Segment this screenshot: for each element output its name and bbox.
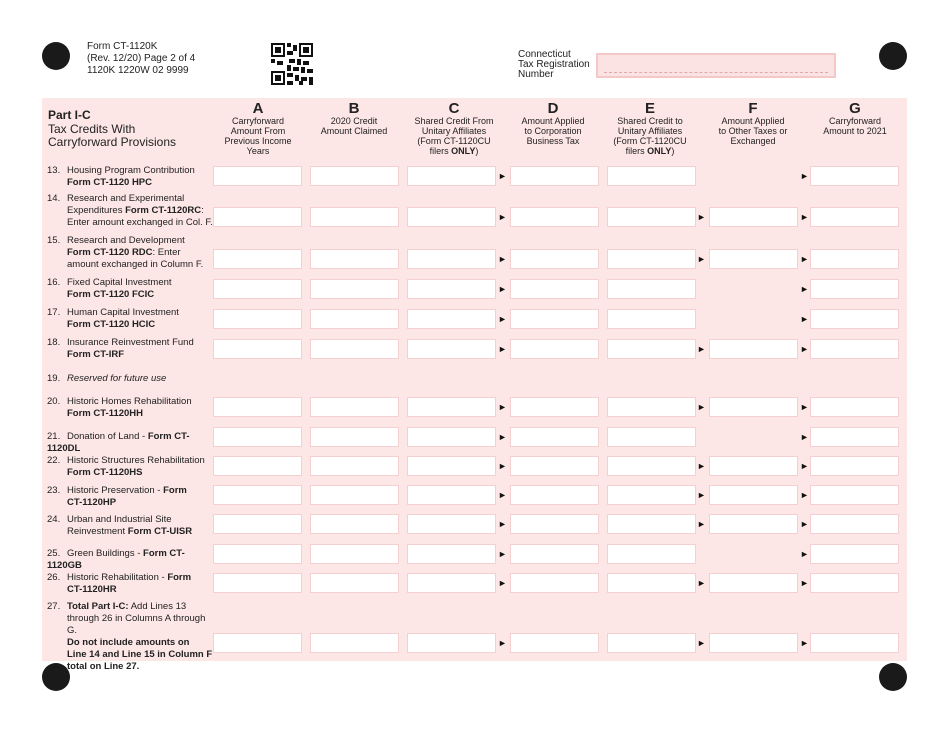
col-c-filers: filers (429, 146, 452, 156)
line-total-title: Total Part I-C: (67, 601, 129, 612)
line-number: 16. (47, 277, 61, 288)
line-text: Fixed Capital Investment (67, 277, 172, 288)
col-c-line-3: (Form CT-1120CU (417, 136, 491, 146)
line-18-col-d-field[interactable] (510, 339, 599, 359)
line-17-col-c-field[interactable] (407, 309, 496, 329)
line-20-col-a-field[interactable] (213, 397, 302, 417)
reg-label-line-3: Number (518, 69, 554, 80)
form-revision: (Rev. 12/20) Page 2 of 4 (87, 53, 196, 64)
line-15-col-a-field[interactable] (213, 249, 302, 269)
line-form-ref: CT-1120HP (67, 497, 117, 508)
line-26-col-a-field[interactable] (213, 573, 302, 593)
line-form-ref: CT-1120HR (67, 584, 117, 595)
line-text-3: amount exchanged in Column F. (67, 259, 204, 270)
line-text-part: Reinvestment (67, 526, 128, 537)
line-22-label (47, 455, 215, 479)
line-20-col-f-field[interactable] (709, 397, 798, 417)
line-20-label (47, 396, 215, 420)
line-text: Historic Rehabilitation - (67, 572, 168, 583)
line-number: 19. (47, 373, 61, 384)
column-f-header (705, 101, 801, 146)
line-22-col-d-field[interactable] (510, 456, 599, 476)
col-g-line-2: Amount to 2021 (823, 126, 887, 136)
line-23-col-g-field[interactable] (810, 485, 899, 505)
arrow-icon: ► (498, 578, 507, 588)
line-21-col-g-field[interactable] (810, 427, 899, 447)
line-number: 21. (47, 431, 61, 442)
line-17-col-e-field[interactable] (607, 309, 696, 329)
line-20-col-e-field[interactable] (607, 397, 696, 417)
line-text: Insurance Reinvestment Fund (67, 337, 194, 348)
line-18-col-a-field[interactable] (213, 339, 302, 359)
col-e-line-3: (Form CT-1120CU (613, 136, 687, 146)
col-a-line-3: Previous Income (224, 136, 292, 146)
arrow-icon: ► (800, 284, 809, 294)
line-16-col-a-field[interactable] (213, 279, 302, 299)
line-23-col-f-field[interactable] (709, 485, 798, 505)
arrow-icon: ► (697, 519, 706, 529)
line-17-col-b-field[interactable] (310, 309, 399, 329)
line-23-label (47, 485, 215, 509)
line-26-label (47, 572, 215, 596)
line-number: 15. (47, 235, 61, 246)
arrow-icon: ► (498, 212, 507, 222)
line-text: Historic Structures Rehabilitation (67, 455, 205, 466)
line-13-label (47, 165, 215, 189)
line-number: 20. (47, 396, 61, 407)
line-text-part: : Enter (152, 247, 181, 258)
arrow-icon: ► (697, 578, 706, 588)
line-text-part: : (201, 205, 204, 216)
line-14-col-e-field[interactable] (607, 207, 696, 227)
col-d-line-2: to Corporation (524, 126, 582, 136)
column-c-header (406, 101, 502, 156)
arrow-icon: ► (498, 519, 507, 529)
tax-registration-number-field[interactable] (596, 53, 836, 78)
line-22-col-g-field[interactable] (810, 456, 899, 476)
line-14-col-f-field[interactable] (709, 207, 798, 227)
line-18-label (47, 337, 215, 361)
arrow-icon: ► (800, 519, 809, 529)
line-text-4: Line 14 and Line 15 in Column F (67, 649, 213, 660)
line-text-2 (47, 205, 215, 217)
line-form-ref: Form CT-1120 HCIC (67, 319, 156, 330)
line-text: Human Capital Investment (67, 307, 179, 318)
line-number: 26. (47, 572, 61, 583)
arrow-icon: ► (697, 638, 706, 648)
column-letter: E (644, 100, 655, 117)
col-d-line-3: Business Tax (526, 136, 580, 146)
line-27-col-a-field[interactable] (213, 633, 302, 653)
line-form-word: Form (163, 485, 187, 496)
line-22-col-a-field[interactable] (213, 456, 302, 476)
line-27-col-d-field[interactable] (510, 633, 599, 653)
part-title: Part I-C (48, 108, 91, 122)
line-20-col-d-field[interactable] (510, 397, 599, 417)
col-e-only: ONLY (647, 146, 672, 156)
part-subtitle-line-1: Tax Credits With (48, 122, 136, 136)
line-23-col-c-field[interactable] (407, 485, 496, 505)
line-13-col-b-field[interactable] (310, 166, 399, 186)
arrow-icon: ► (498, 254, 507, 264)
line-13-col-e-field[interactable] (607, 166, 696, 186)
line-14-col-d-field[interactable] (510, 207, 599, 227)
line-26-col-b-field[interactable] (310, 573, 399, 593)
line-number: 24. (47, 514, 61, 525)
line-26-col-e-field[interactable] (607, 573, 696, 593)
line-text: Historic Preservation - (67, 485, 164, 496)
arrow-icon: ► (800, 171, 809, 181)
arrow-icon: ► (800, 344, 809, 354)
line-16-col-e-field[interactable] (607, 279, 696, 299)
arrow-icon: ► (697, 402, 706, 412)
col-a-line-2: Amount From (230, 126, 286, 136)
line-13-col-g-field[interactable] (810, 166, 899, 186)
line-20-col-c-field[interactable] (407, 397, 496, 417)
column-b-header (306, 101, 402, 136)
line-15-col-g-field[interactable] (810, 249, 899, 269)
line-18-col-f-field[interactable] (709, 339, 798, 359)
line-text-3: Enter amount exchanged in Col. F. (67, 217, 213, 228)
line-15-col-d-field[interactable] (510, 249, 599, 269)
registration-mark-top-right (879, 42, 907, 70)
line-14-col-g-field[interactable] (810, 207, 899, 227)
line-24-col-d-field[interactable] (510, 514, 599, 534)
col-c-only: ONLY (451, 146, 476, 156)
line-24-col-b-field[interactable] (310, 514, 399, 534)
line-text-2 (47, 526, 215, 538)
line-21-label (47, 431, 222, 455)
registration-number-label (518, 50, 590, 80)
arrow-icon: ► (800, 578, 809, 588)
line-14-col-b-field[interactable] (310, 207, 399, 227)
column-d-header (505, 101, 601, 146)
part-subtitle-line-2: Carryforward Provisions (48, 135, 177, 149)
line-form-ref: Form CT-1120HH (67, 408, 144, 419)
line-23-col-b-field[interactable] (310, 485, 399, 505)
line-17-col-a-field[interactable] (213, 309, 302, 329)
arrow-icon: ► (800, 432, 809, 442)
line-form-ref: Form CT-1120RC (125, 205, 202, 216)
arrow-icon: ► (498, 461, 507, 471)
line-text: Research and Development (67, 235, 185, 246)
line-24-col-f-field[interactable] (709, 514, 798, 534)
line-16-label (47, 277, 215, 301)
line-27-col-c-field[interactable] (407, 633, 496, 653)
line-27-col-e-field[interactable] (607, 633, 696, 653)
line-number: 27. (47, 601, 61, 612)
col-g-line-1: Carryforward (828, 116, 881, 126)
col-e-filers: filers (625, 146, 648, 156)
line-17-label (47, 307, 215, 331)
arrow-icon: ► (800, 638, 809, 648)
line-number: 22. (47, 455, 61, 466)
line-22-col-e-field[interactable] (607, 456, 696, 476)
line-text-3: Do not include amounts on (67, 637, 190, 648)
line-text-part: Expenditures (67, 205, 126, 216)
arrow-icon: ► (697, 490, 706, 500)
col-c-paren: ) (475, 146, 479, 156)
line-26-col-d-field[interactable] (510, 573, 599, 593)
line-25-col-b-field[interactable] (310, 544, 399, 564)
line-18-col-b-field[interactable] (310, 339, 399, 359)
column-letter: A (252, 100, 264, 117)
arrow-icon: ► (697, 254, 706, 264)
arrow-icon: ► (498, 638, 507, 648)
line-number: 14. (47, 193, 61, 204)
line-form-ref: Form CT-1120GB (47, 548, 185, 571)
line-text: Add Lines 13 (128, 601, 187, 612)
line-27-col-g-field[interactable] (810, 633, 899, 653)
col-e-line-4 (602, 146, 698, 156)
line-text: Reserved for future use (67, 373, 167, 384)
line-22-col-f-field[interactable] (709, 456, 798, 476)
col-c-line-2: Unitary Affiliates (421, 126, 487, 136)
line-21-col-c-field[interactable] (407, 427, 496, 447)
line-23-col-e-field[interactable] (607, 485, 696, 505)
part-subtitle (48, 123, 176, 149)
line-number: 25. (47, 548, 61, 559)
line-23-col-d-field[interactable] (510, 485, 599, 505)
col-c-line-1: Shared Credit From (414, 116, 494, 126)
line-text: Urban and Industrial Site (67, 514, 172, 525)
line-15-col-e-field[interactable] (607, 249, 696, 269)
arrow-icon: ► (800, 254, 809, 264)
arrow-icon: ► (800, 212, 809, 222)
reg-field-guide (604, 72, 828, 73)
line-15-col-c-field[interactable] (407, 249, 496, 269)
line-25-col-a-field[interactable] (213, 544, 302, 564)
line-number: 13. (47, 165, 61, 176)
line-27-label (47, 601, 215, 673)
line-form-ref: Form CT-1120HS (67, 467, 143, 478)
line-27-col-f-field[interactable] (709, 633, 798, 653)
form-name: Form CT-1120K (87, 41, 158, 52)
line-24-col-a-field[interactable] (213, 514, 302, 534)
arrow-icon: ► (697, 344, 706, 354)
line-13-col-a-field[interactable] (213, 166, 302, 186)
line-text: Green Buildings - (67, 548, 144, 559)
line-text-5: total on Line 27. (67, 661, 140, 672)
line-23-col-a-field[interactable] (213, 485, 302, 505)
line-text: Donation of Land - (67, 431, 148, 442)
line-19-label (47, 373, 215, 385)
line-15-col-f-field[interactable] (709, 249, 798, 269)
line-number: 18. (47, 337, 61, 348)
line-15-label (47, 235, 215, 271)
col-e-paren: ) (671, 146, 675, 156)
arrow-icon: ► (697, 212, 706, 222)
arrow-icon: ► (498, 344, 507, 354)
line-16-col-b-field[interactable] (310, 279, 399, 299)
line-26-col-c-field[interactable] (407, 573, 496, 593)
arrow-icon: ► (800, 490, 809, 500)
line-20-col-b-field[interactable] (310, 397, 399, 417)
line-14-col-a-field[interactable] (213, 207, 302, 227)
line-24-label (47, 514, 215, 538)
registration-mark-bottom-right (879, 663, 907, 691)
column-letter: D (547, 100, 559, 117)
line-text: Research and Experimental (67, 193, 185, 204)
col-e-line-1: Shared Credit to (617, 116, 683, 126)
line-14-label (47, 193, 215, 229)
col-c-line-4 (406, 146, 502, 156)
line-form-ref: Form CT-1120 RDC (67, 247, 153, 258)
line-text-2: through 26 in Columns A through G. (67, 613, 206, 636)
reg-label-line-1: Connecticut (518, 49, 571, 60)
line-17-col-g-field[interactable] (810, 309, 899, 329)
form-id-block (87, 41, 195, 77)
line-25-col-d-field[interactable] (510, 544, 599, 564)
col-f-line-1: Amount Applied (721, 116, 785, 126)
line-text-2 (47, 247, 215, 259)
arrow-icon: ► (498, 432, 507, 442)
line-16-col-d-field[interactable] (510, 279, 599, 299)
col-f-line-2: to Other Taxes or (718, 126, 788, 136)
column-letter: G (849, 100, 861, 117)
line-16-col-c-field[interactable] (407, 279, 496, 299)
col-b-line-2: Amount Claimed (320, 126, 388, 136)
line-form-ref: Form CT-1120 HPC (67, 177, 152, 188)
line-25-col-g-field[interactable] (810, 544, 899, 564)
column-e-header (602, 101, 698, 156)
line-24-col-e-field[interactable] (607, 514, 696, 534)
registration-mark-top-left (42, 42, 70, 70)
column-a-header (210, 101, 306, 156)
line-18-col-c-field[interactable] (407, 339, 496, 359)
line-18-col-g-field[interactable] (810, 339, 899, 359)
line-21-col-b-field[interactable] (310, 427, 399, 447)
col-d-line-1: Amount Applied (521, 116, 585, 126)
arrow-icon: ► (498, 314, 507, 324)
line-text: Housing Program Contribution (67, 165, 195, 176)
column-letter: F (748, 100, 758, 117)
arrow-icon: ► (800, 549, 809, 559)
arrow-icon: ► (498, 549, 507, 559)
column-letter: C (448, 100, 460, 117)
line-26-col-g-field[interactable] (810, 573, 899, 593)
col-a-line-1: Carryforward (231, 116, 284, 126)
arrow-icon: ► (800, 314, 809, 324)
line-text: Historic Homes Rehabilitation (67, 396, 192, 407)
line-14-col-c-field[interactable] (407, 207, 496, 227)
col-a-line-4: Years (246, 146, 270, 156)
line-17-col-d-field[interactable] (510, 309, 599, 329)
arrow-icon: ► (498, 284, 507, 294)
arrow-icon: ► (800, 461, 809, 471)
form-code: 1120K 1220W 02 9999 (87, 65, 189, 76)
line-24-col-c-field[interactable] (407, 514, 496, 534)
line-26-col-f-field[interactable] (709, 573, 798, 593)
line-20-col-g-field[interactable] (810, 397, 899, 417)
arrow-icon: ► (697, 461, 706, 471)
line-25-label (47, 548, 215, 572)
line-15-col-b-field[interactable] (310, 249, 399, 269)
line-16-col-g-field[interactable] (810, 279, 899, 299)
line-21-col-a-field[interactable] (213, 427, 302, 447)
arrow-icon: ► (800, 402, 809, 412)
line-22-col-c-field[interactable] (407, 456, 496, 476)
line-form-ref: Form CT-UISR (127, 526, 193, 537)
line-form-word: Form (167, 572, 192, 583)
line-24-col-g-field[interactable] (810, 514, 899, 534)
col-f-line-3: Exchanged (730, 136, 776, 146)
arrow-icon: ► (498, 171, 507, 181)
line-form-ref: Form CT-1120DL (47, 431, 190, 454)
line-25-col-e-field[interactable] (607, 544, 696, 564)
line-18-col-e-field[interactable] (607, 339, 696, 359)
line-13-col-d-field[interactable] (510, 166, 599, 186)
line-21-col-d-field[interactable] (510, 427, 599, 447)
line-13-col-c-field[interactable] (407, 166, 496, 186)
arrow-icon: ► (498, 402, 507, 412)
line-form-ref: Form CT-IRF (67, 349, 124, 360)
qr-code-icon (271, 43, 313, 85)
line-27-col-b-field[interactable] (310, 633, 399, 653)
line-25-col-c-field[interactable] (407, 544, 496, 564)
line-number: 23. (47, 485, 61, 496)
reg-label-line-2: Tax Registration (518, 59, 590, 70)
column-g-header (807, 101, 903, 136)
line-number: 17. (47, 307, 61, 318)
col-b-line-1: 2020 Credit (330, 116, 378, 126)
column-letter: B (348, 100, 360, 117)
line-21-col-e-field[interactable] (607, 427, 696, 447)
line-22-col-b-field[interactable] (310, 456, 399, 476)
line-form-ref: Form CT-1120 FCIC (67, 289, 155, 300)
col-e-line-2: Unitary Affiliates (617, 126, 683, 136)
arrow-icon: ► (498, 490, 507, 500)
